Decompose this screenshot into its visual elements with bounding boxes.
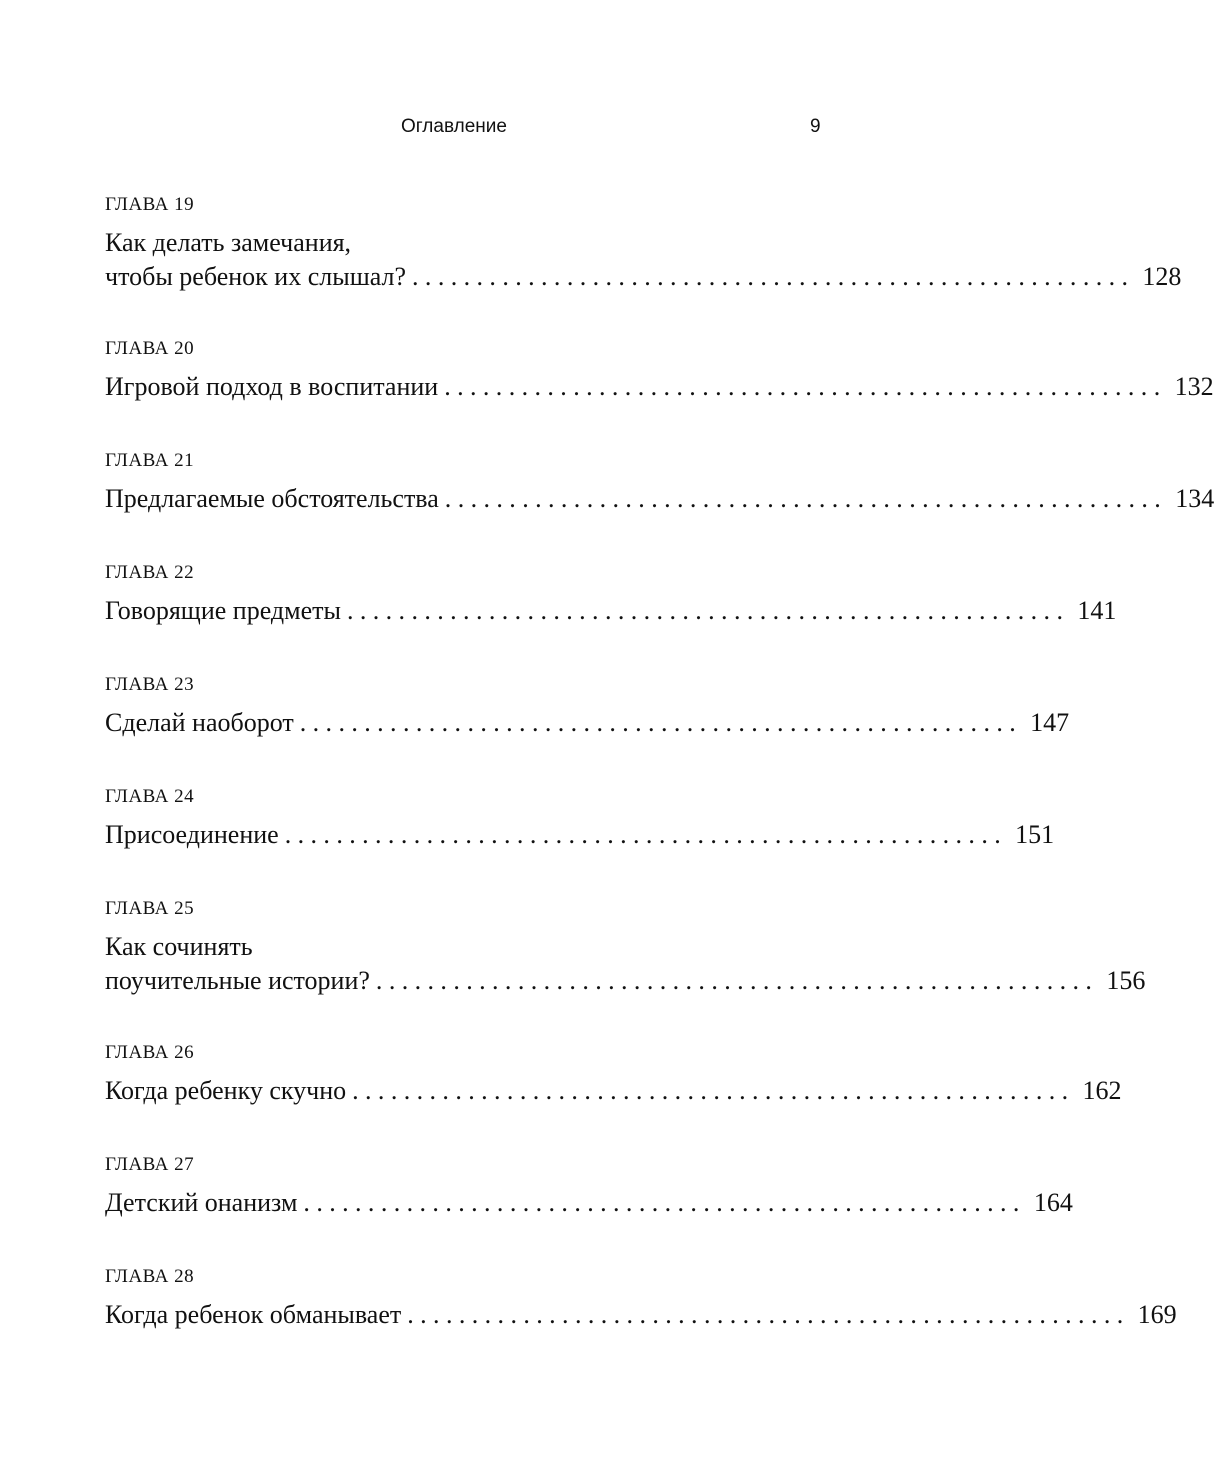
chapter-title-row <box>105 482 1214 516</box>
toc-entry <box>105 782 1055 852</box>
chapter-page-ref: 162 <box>1082 1076 1122 1105</box>
chapter-page-ref: 151 <box>1015 820 1055 849</box>
dot-leader: ........................................................ <box>352 1076 1075 1105</box>
chapter-label: ГЛАВА 22 <box>105 562 195 583</box>
chapter-label: ГЛАВА 21 <box>105 450 195 471</box>
dot-leader: ........................................................ <box>444 372 1167 401</box>
chapter-page-ref: 156 <box>1106 966 1146 995</box>
chapter-title <box>105 930 1146 998</box>
chapter-label: ГЛАВА 20 <box>105 338 195 359</box>
running-title: Оглавление <box>401 116 507 137</box>
chapter-title-line: Как сочинять <box>105 932 253 961</box>
chapter-title-row <box>105 370 1214 404</box>
chapter-title-row <box>105 594 1117 628</box>
chapter-title <box>105 1186 1073 1220</box>
chapter-label: ГЛАВА 24 <box>105 786 195 807</box>
chapter-title-line: Когда ребенок обманывает <box>105 1300 402 1329</box>
chapter-title-line: Игровой подход в воспитании <box>105 372 439 401</box>
running-header <box>0 116 1000 146</box>
toc-entry <box>105 1150 1073 1220</box>
toc-entry <box>105 670 1070 740</box>
dot-leader: ........................................................ <box>299 708 1023 737</box>
chapter-title-line: поучительные истории? <box>105 966 370 995</box>
chapter-title <box>105 818 1055 852</box>
chapter-title-line: Говорящие предметы <box>105 596 341 625</box>
dot-leader: ........................................................ <box>444 484 1168 513</box>
chapter-label: ГЛАВА 26 <box>105 1042 195 1063</box>
chapter-title-row <box>105 818 1055 852</box>
chapter-title-line: Сделай наоборот <box>105 708 294 737</box>
chapter-page-ref: 132 <box>1174 372 1214 401</box>
chapter-title <box>105 226 1182 294</box>
toc-entry <box>105 1038 1122 1108</box>
chapter-title <box>105 1074 1122 1108</box>
chapter-label: ГЛАВА 25 <box>105 898 195 919</box>
dot-leader: ........................................................ <box>284 820 1008 849</box>
chapter-title-line: Когда ребенку скучно <box>105 1076 347 1105</box>
chapter-page-ref: 169 <box>1137 1300 1177 1329</box>
page-number: 9 <box>810 116 821 137</box>
chapter-label: ГЛАВА 28 <box>105 1266 195 1287</box>
chapter-page-ref: 147 <box>1030 708 1070 737</box>
chapter-title-row <box>105 964 1146 998</box>
chapter-label: ГЛАВА 19 <box>105 194 195 215</box>
chapter-label: ГЛАВА 27 <box>105 1154 195 1175</box>
dot-leader: ........................................................ <box>303 1188 1026 1217</box>
chapter-page-ref: 128 <box>1142 262 1182 291</box>
table-of-contents <box>105 190 1214 1332</box>
toc-entry <box>105 446 1214 516</box>
chapter-title-row <box>105 1074 1122 1108</box>
toc-entry <box>105 558 1117 628</box>
chapter-title-line: чтобы ребенок их слышал? <box>105 262 407 291</box>
chapter-label: ГЛАВА 23 <box>105 674 195 695</box>
chapter-title-line: Детский онанизм <box>105 1188 298 1217</box>
chapter-title <box>105 370 1214 404</box>
chapter-title-line: Предлагаемые обстоятельства <box>105 484 439 513</box>
chapter-title-row <box>105 1298 1177 1332</box>
chapter-page-ref: 134 <box>1175 484 1214 513</box>
chapter-title <box>105 706 1070 740</box>
chapter-title <box>105 482 1214 516</box>
dot-leader: ........................................................ <box>412 262 1135 291</box>
chapter-page-ref: 141 <box>1077 596 1117 625</box>
toc-entry <box>105 1262 1177 1332</box>
dot-leader: ........................................................ <box>375 966 1099 995</box>
chapter-page-ref: 164 <box>1033 1188 1073 1217</box>
chapter-title-row <box>105 706 1070 740</box>
toc-entry <box>105 334 1214 404</box>
chapter-title <box>105 594 1117 628</box>
dot-leader: ........................................................ <box>346 596 1070 625</box>
dot-leader: ........................................................ <box>407 1300 1130 1329</box>
chapter-title-line: Как делать замечания, <box>105 228 352 257</box>
chapter-title-line: Присоединение <box>105 820 279 849</box>
toc-entry <box>105 894 1146 998</box>
chapter-title-row <box>105 260 1182 294</box>
toc-entry <box>105 190 1182 294</box>
chapter-title-row <box>105 1186 1073 1220</box>
chapter-title <box>105 1298 1177 1332</box>
